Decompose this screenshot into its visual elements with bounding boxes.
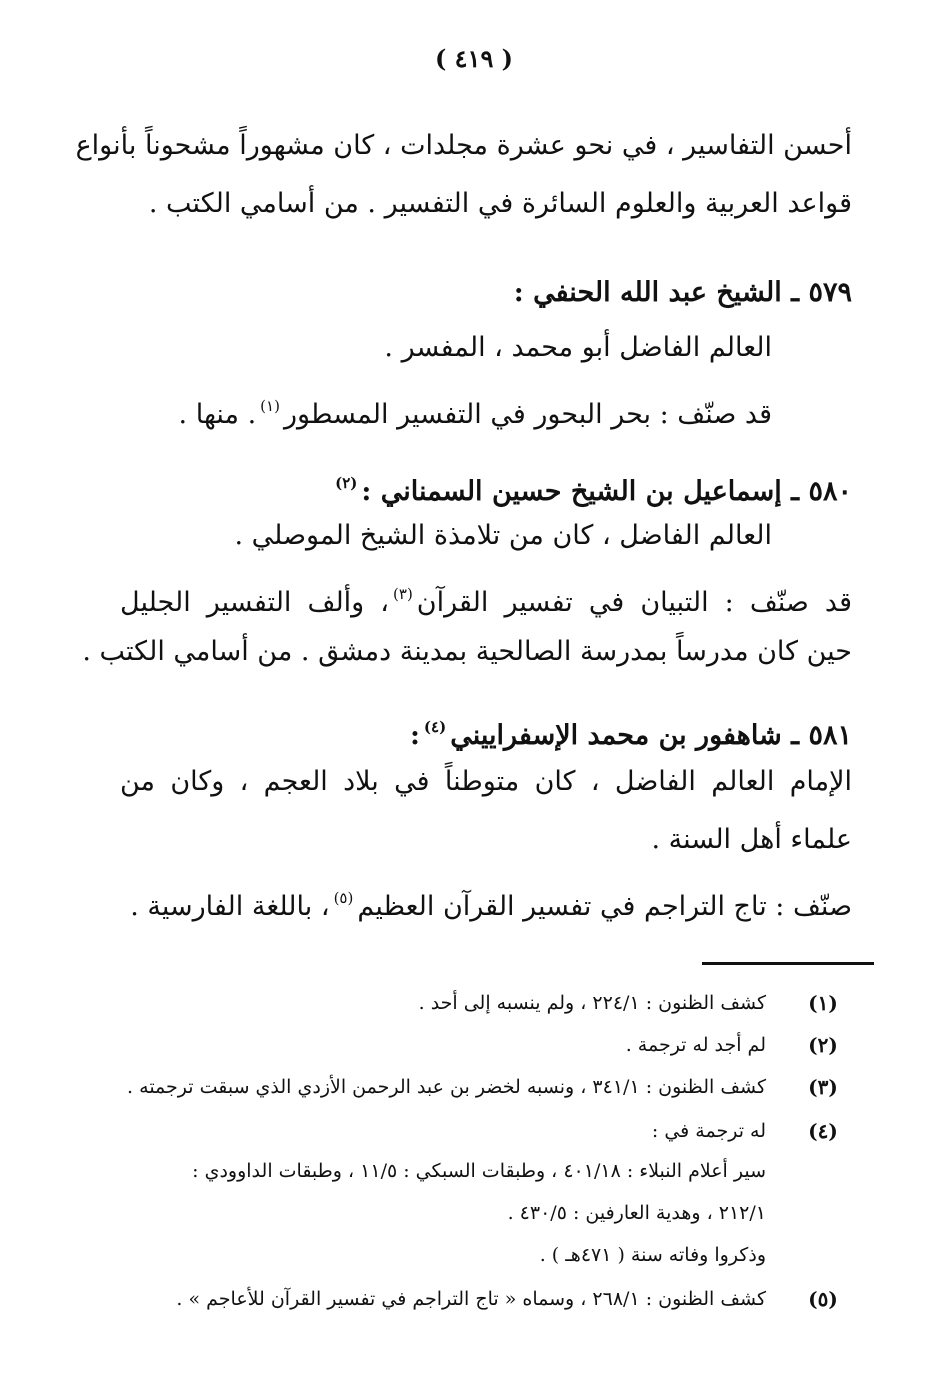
footnote-ref: (٢)	[335, 474, 358, 492]
entry-heading-580	[120, 462, 852, 513]
page-number: ( ٤١٩ )	[434, 44, 514, 73]
entry-line: علماء أهل السنة .	[651, 824, 852, 855]
entry-line	[120, 386, 772, 435]
entry-heading-colon: :	[409, 720, 420, 751]
footnote-text-continuation: وذكروا وفاته سنة ( ٤٧١هـ ) .	[539, 1244, 766, 1266]
footnote-number: (٢)	[808, 1033, 838, 1057]
footnote-text: كشف الظنون : ٢٢٤/١ ، ولم ينسبه إلى أحد .	[418, 992, 766, 1014]
footnote-number: (٤)	[808, 1119, 838, 1143]
intro-line: أحسن التفاسير ، في نحو عشرة مجلدات ، كان مشهوراً مشحوناً بأنواع	[75, 130, 852, 161]
entry-text: قد صنّف : بحر البحور في التفسير المسطور	[283, 399, 772, 430]
footnote-text: له ترجمة في :	[651, 1120, 766, 1142]
entry-text: . منها .	[178, 399, 257, 430]
footnote-ref: (٥)	[333, 889, 354, 907]
footnote-text: لم أجد له ترجمة .	[625, 1034, 766, 1056]
entry-line: العالم الفاضل أبو محمد ، المفسر .	[384, 332, 772, 363]
entry-line: الإمام العالم الفاضل ، كان متوطناً في بلاد العجم ، وكان من	[120, 766, 852, 797]
footnote-number: (٣)	[808, 1075, 838, 1099]
intro-line: قواعد العربية والعلوم السائرة في التفسير . من أسامي الكتب .	[148, 188, 852, 219]
entry-text: ، باللغة الفارسية .	[130, 891, 330, 922]
entry-heading-579: ٥٧٩ ـ الشيخ عبد الله الحنفي :	[513, 277, 852, 308]
entry-line	[120, 574, 852, 623]
footnote-text: كشف الظنون : ٣٤١/١ ، ونسبه لخضر بن عبد الرحمن الأزدي الذي سبقت ترجمته .	[127, 1076, 766, 1098]
footnote-ref: (٣)	[393, 585, 413, 603]
entry-heading-text: ٥٨١ ـ شاهفور بن محمد الإسفراييني	[450, 720, 852, 751]
entry-heading-581	[120, 706, 852, 757]
entry-text: ، وألف التفسير الجليل	[120, 587, 390, 618]
footnote-ref: (٤)	[423, 718, 447, 736]
footnote-number: (١)	[808, 991, 838, 1015]
footnote-text-continuation: ٢١٢/١ ، وهدية العارفين : ٤٣٠/٥ .	[507, 1202, 766, 1224]
entry-line	[120, 878, 852, 927]
entry-text: قد صنّف : التبيان في تفسير القرآن	[416, 587, 852, 618]
footnote-text: كشف الظنون : ٢٦٨/١ ، وسماه « تاج التراجم في تفسير القرآن للأعاجم » .	[176, 1288, 766, 1310]
entry-text: صنّف : تاج التراجم في تفسير القرآن العظيم	[357, 891, 852, 922]
footnote-divider	[702, 962, 874, 965]
footnote-number: (٥)	[808, 1287, 838, 1311]
entry-heading-text: ٥٨٠ ـ إسماعيل بن الشيخ حسين السمناني :	[361, 476, 852, 507]
entry-line: العالم الفاضل ، كان من تلامذة الشيخ الموصلي .	[234, 520, 772, 551]
entry-line: حين كان مدرساً بمدرسة الصالحية بمدينة دمشق . من أسامي الكتب .	[82, 636, 852, 667]
footnote-text-continuation: سير أعلام النبلاء : ٤٠١/١٨ ، وطبقات السبكي : ١١/٥ ، وطبقات الداوودي :	[192, 1160, 766, 1182]
footnote-ref: (١)	[260, 397, 280, 415]
